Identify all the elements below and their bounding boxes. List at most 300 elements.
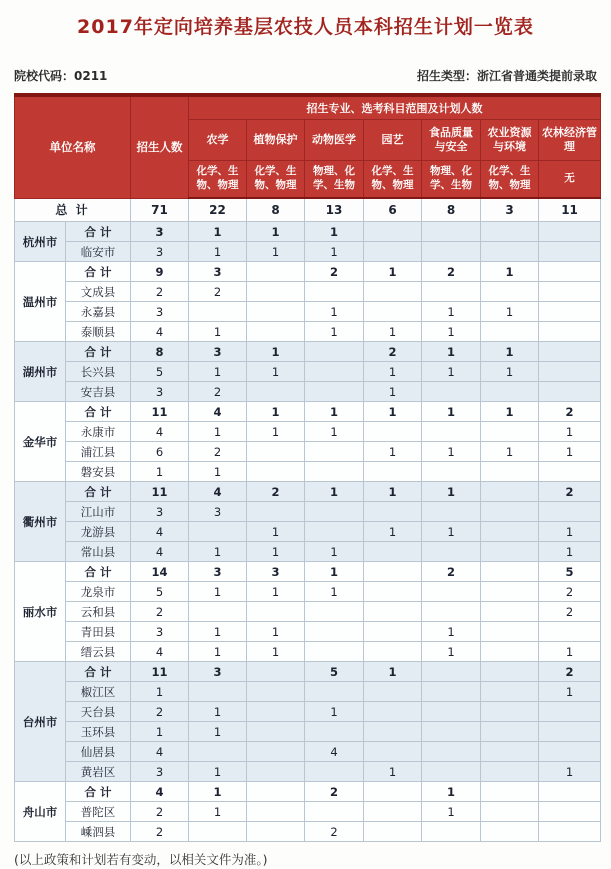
value-cell: 1 — [422, 442, 481, 462]
value-cell: 1 — [539, 422, 601, 442]
table-row — [15, 702, 601, 722]
value-cell: 3 — [481, 198, 539, 222]
value-cell — [364, 782, 422, 802]
city-cell: 温州市 — [15, 262, 66, 342]
table-row — [15, 402, 601, 422]
value-cell: 2 — [422, 562, 481, 582]
value-cell: 1 — [422, 362, 481, 382]
value-cell: 2 — [539, 582, 601, 602]
value-cell — [247, 442, 305, 462]
value-cell — [364, 602, 422, 622]
value-cell: 1 — [247, 582, 305, 602]
table-row — [15, 642, 601, 662]
value-cell: 5 — [305, 662, 364, 682]
value-cell — [247, 602, 305, 622]
value-cell — [481, 462, 539, 482]
value-cell — [364, 302, 422, 322]
table-row — [15, 762, 601, 782]
table-row — [15, 502, 601, 522]
value-cell: 1 — [539, 542, 601, 562]
city-cell: 湖州市 — [15, 342, 66, 402]
value-cell — [539, 342, 601, 362]
table-body — [15, 198, 601, 842]
value-cell — [364, 542, 422, 562]
total-label: 总 计 — [15, 198, 131, 222]
value-cell: 1 — [247, 542, 305, 562]
value-cell: 1 — [247, 622, 305, 642]
unit-cell: 天台县 — [66, 702, 131, 722]
value-cell — [481, 762, 539, 782]
value-cell: 1 — [189, 422, 247, 442]
value-cell — [364, 502, 422, 522]
table-row — [15, 322, 601, 342]
value-cell: 1 — [189, 702, 247, 722]
value-cell: 1 — [189, 782, 247, 802]
value-cell — [481, 282, 539, 302]
value-cell — [481, 622, 539, 642]
value-cell: 1 — [481, 342, 539, 362]
table-row — [15, 822, 601, 842]
value-cell — [247, 822, 305, 842]
value-cell: 5 — [131, 582, 189, 602]
unit-cell: 嵊泗县 — [66, 822, 131, 842]
value-cell — [247, 262, 305, 282]
value-cell — [247, 502, 305, 522]
value-cell — [364, 422, 422, 442]
value-cell: 22 — [189, 198, 247, 222]
value-cell — [364, 222, 422, 242]
value-cell: 1 — [305, 582, 364, 602]
value-cell: 1 — [364, 482, 422, 502]
value-cell — [305, 502, 364, 522]
value-cell: 11 — [539, 198, 601, 222]
value-cell: 1 — [364, 362, 422, 382]
value-cell: 8 — [247, 198, 305, 222]
value-cell: 1 — [364, 442, 422, 462]
header-enroll-count: 招生人数 — [131, 95, 189, 198]
value-cell: 1 — [539, 522, 601, 542]
value-cell: 1 — [364, 762, 422, 782]
value-cell — [481, 602, 539, 622]
value-cell — [422, 822, 481, 842]
value-cell: 2 — [364, 342, 422, 362]
header-subjects: 化学、生物、物理 — [481, 161, 539, 199]
value-cell: 4 — [131, 542, 189, 562]
table-row — [15, 562, 601, 582]
value-cell: 1 — [364, 662, 422, 682]
value-cell — [481, 742, 539, 762]
table-row — [15, 382, 601, 402]
value-cell: 1 — [189, 642, 247, 662]
header-major: 动物医学 — [305, 120, 364, 161]
table-row — [15, 682, 601, 702]
value-cell: 2 — [539, 602, 601, 622]
city-cell: 舟山市 — [15, 782, 66, 842]
value-cell: 1 — [422, 802, 481, 822]
value-cell: 1 — [189, 802, 247, 822]
value-cell — [539, 362, 601, 382]
value-cell: 1 — [305, 222, 364, 242]
value-cell: 3 — [131, 302, 189, 322]
value-cell — [364, 742, 422, 762]
value-cell — [481, 582, 539, 602]
unit-cell: 普陀区 — [66, 802, 131, 822]
value-cell — [247, 322, 305, 342]
value-cell — [364, 822, 422, 842]
city-cell: 台州市 — [15, 662, 66, 782]
value-cell: 1 — [305, 482, 364, 502]
value-cell — [247, 462, 305, 482]
unit-cell: 椒江区 — [66, 682, 131, 702]
value-cell: 4 — [305, 742, 364, 762]
value-cell: 3 — [189, 662, 247, 682]
table-row — [15, 362, 601, 382]
value-cell: 1 — [189, 362, 247, 382]
value-cell: 2 — [247, 482, 305, 502]
value-cell — [422, 602, 481, 622]
value-cell — [305, 722, 364, 742]
enrollment-table — [14, 93, 601, 842]
value-cell: 2 — [189, 282, 247, 302]
footnote: (以上政策和计划若有变动，以相关文件为准。) — [14, 852, 268, 867]
value-cell — [481, 822, 539, 842]
unit-cell: 缙云县 — [66, 642, 131, 662]
enroll-type-label: 招生类型：浙江省普通类提前录取 — [416, 69, 597, 83]
value-cell — [422, 742, 481, 762]
table-row — [15, 522, 601, 542]
table-row — [15, 622, 601, 642]
value-cell: 1 — [539, 642, 601, 662]
value-cell — [364, 282, 422, 302]
city-cell: 杭州市 — [15, 222, 66, 262]
header-span-title: 招生专业、选考科目范围及计划人数 — [189, 95, 601, 120]
value-cell — [422, 242, 481, 262]
header-major: 农业资源与环境 — [481, 120, 539, 161]
value-cell — [422, 222, 481, 242]
value-cell: 1 — [131, 682, 189, 702]
value-cell: 1 — [305, 322, 364, 342]
value-cell — [422, 282, 481, 302]
value-cell — [539, 242, 601, 262]
value-cell: 3 — [131, 502, 189, 522]
value-cell: 1 — [422, 522, 481, 542]
value-cell: 3 — [131, 382, 189, 402]
value-cell — [539, 262, 601, 282]
value-cell — [539, 382, 601, 402]
unit-cell: 临安市 — [66, 242, 131, 262]
value-cell: 9 — [131, 262, 189, 282]
value-cell: 1 — [247, 522, 305, 542]
value-cell: 2 — [539, 482, 601, 502]
value-cell: 1 — [189, 322, 247, 342]
value-cell — [539, 462, 601, 482]
value-cell: 1 — [422, 642, 481, 662]
city-cell: 衢州市 — [15, 482, 66, 562]
value-cell — [539, 622, 601, 642]
value-cell: 1 — [305, 302, 364, 322]
value-cell — [481, 382, 539, 402]
city-cell: 丽水市 — [15, 562, 66, 662]
header-row-top — [15, 95, 601, 120]
header-subjects: 物理、化学、生物 — [422, 161, 481, 199]
value-cell — [539, 702, 601, 722]
value-cell — [305, 462, 364, 482]
header-major: 农学 — [189, 120, 247, 161]
value-cell: 6 — [131, 442, 189, 462]
unit-cell: 常山县 — [66, 542, 131, 562]
table-row — [15, 282, 601, 302]
table-row — [15, 722, 601, 742]
value-cell — [422, 682, 481, 702]
table-row — [15, 262, 601, 282]
table-header — [15, 95, 601, 198]
unit-cell: 长兴县 — [66, 362, 131, 382]
value-cell: 4 — [131, 522, 189, 542]
value-cell: 1 — [539, 682, 601, 702]
value-cell: 11 — [131, 402, 189, 422]
unit-cell: 龙游县 — [66, 522, 131, 542]
value-cell: 1 — [247, 402, 305, 422]
value-cell — [247, 662, 305, 682]
value-cell: 1 — [422, 782, 481, 802]
value-cell: 1 — [305, 562, 364, 582]
value-cell — [305, 602, 364, 622]
value-cell — [364, 722, 422, 742]
value-cell: 1 — [305, 402, 364, 422]
value-cell — [481, 522, 539, 542]
value-cell — [364, 802, 422, 822]
unit-cell: 永嘉县 — [66, 302, 131, 322]
value-cell: 71 — [131, 198, 189, 222]
value-cell: 1 — [539, 762, 601, 782]
value-cell — [539, 322, 601, 342]
value-cell: 2 — [539, 662, 601, 682]
value-cell — [305, 622, 364, 642]
value-cell: 8 — [131, 342, 189, 362]
value-cell: 1 — [364, 262, 422, 282]
value-cell: 2 — [305, 262, 364, 282]
value-cell: 1 — [131, 722, 189, 742]
value-cell — [481, 502, 539, 522]
value-cell: 1 — [189, 622, 247, 642]
value-cell — [364, 682, 422, 702]
value-cell — [247, 802, 305, 822]
value-cell — [305, 762, 364, 782]
value-cell — [481, 782, 539, 802]
value-cell — [481, 722, 539, 742]
value-cell — [364, 702, 422, 722]
school-code-label: 院校代码：0211 — [14, 69, 108, 83]
table-row — [15, 802, 601, 822]
value-cell: 1 — [364, 402, 422, 422]
value-cell: 4 — [189, 402, 247, 422]
value-cell — [305, 342, 364, 362]
value-cell — [481, 802, 539, 822]
meta-row — [14, 67, 597, 84]
header-unit-name: 单位名称 — [15, 95, 131, 198]
value-cell — [364, 562, 422, 582]
unit-cell: 合 计 — [66, 562, 131, 582]
value-cell — [305, 382, 364, 402]
value-cell: 4 — [131, 322, 189, 342]
value-cell — [305, 682, 364, 702]
value-cell — [305, 522, 364, 542]
header-subjects: 化学、生物、物理 — [247, 161, 305, 199]
value-cell: 1 — [422, 342, 481, 362]
value-cell: 1 — [422, 482, 481, 502]
value-cell — [539, 802, 601, 822]
value-cell — [422, 542, 481, 562]
value-cell — [539, 302, 601, 322]
value-cell: 1 — [189, 242, 247, 262]
value-cell — [247, 742, 305, 762]
header-subjects: 化学、生物、物理 — [364, 161, 422, 199]
value-cell: 3 — [189, 502, 247, 522]
table-row — [15, 442, 601, 462]
table-row — [15, 602, 601, 622]
unit-cell: 磐安县 — [66, 462, 131, 482]
value-cell: 1 — [305, 242, 364, 262]
unit-cell: 龙泉市 — [66, 582, 131, 602]
value-cell — [422, 702, 481, 722]
value-cell — [422, 582, 481, 602]
value-cell: 3 — [131, 222, 189, 242]
total-row — [15, 198, 601, 222]
unit-cell: 合 计 — [66, 402, 131, 422]
value-cell — [481, 322, 539, 342]
value-cell: 1 — [364, 322, 422, 342]
value-cell: 1 — [364, 382, 422, 402]
value-cell — [422, 722, 481, 742]
value-cell — [305, 362, 364, 382]
value-cell: 1 — [189, 542, 247, 562]
table-row — [15, 302, 601, 322]
value-cell: 5 — [539, 562, 601, 582]
value-cell: 1 — [481, 362, 539, 382]
value-cell: 1 — [481, 442, 539, 462]
value-cell — [422, 462, 481, 482]
unit-cell: 合 计 — [66, 662, 131, 682]
value-cell: 2 — [131, 702, 189, 722]
value-cell: 14 — [131, 562, 189, 582]
unit-cell: 黄岩区 — [66, 762, 131, 782]
city-cell: 金华市 — [15, 402, 66, 482]
value-cell — [189, 822, 247, 842]
value-cell: 1 — [422, 322, 481, 342]
value-cell: 1 — [247, 222, 305, 242]
value-cell: 6 — [364, 198, 422, 222]
value-cell — [481, 422, 539, 442]
value-cell: 1 — [422, 402, 481, 422]
page-title: 2017年定向培养基层农技人员本科招生计划一览表 — [77, 16, 534, 38]
value-cell — [247, 782, 305, 802]
value-cell: 1 — [189, 582, 247, 602]
value-cell: 1 — [247, 242, 305, 262]
value-cell: 2 — [131, 822, 189, 842]
value-cell: 3 — [189, 562, 247, 582]
value-cell — [481, 682, 539, 702]
value-cell: 3 — [131, 242, 189, 262]
value-cell — [539, 282, 601, 302]
header-subjects: 无 — [539, 161, 601, 199]
table-row — [15, 582, 601, 602]
value-cell — [189, 302, 247, 322]
table-row — [15, 242, 601, 262]
value-cell: 1 — [189, 762, 247, 782]
value-cell — [481, 222, 539, 242]
table-row — [15, 462, 601, 482]
value-cell — [247, 762, 305, 782]
value-cell: 1 — [481, 302, 539, 322]
value-cell: 1 — [422, 302, 481, 322]
value-cell — [247, 302, 305, 322]
value-cell: 2 — [189, 442, 247, 462]
value-cell — [364, 462, 422, 482]
value-cell — [481, 542, 539, 562]
value-cell — [364, 242, 422, 262]
value-cell: 1 — [422, 622, 481, 642]
unit-cell: 合 计 — [66, 222, 131, 242]
value-cell — [481, 642, 539, 662]
value-cell: 1 — [305, 542, 364, 562]
value-cell — [481, 662, 539, 682]
value-cell — [364, 582, 422, 602]
value-cell: 5 — [131, 362, 189, 382]
value-cell: 1 — [189, 462, 247, 482]
table-row — [15, 422, 601, 442]
header-subjects: 物理、化学、生物 — [305, 161, 364, 199]
value-cell — [422, 382, 481, 402]
value-cell: 1 — [189, 222, 247, 242]
value-cell: 1 — [247, 642, 305, 662]
table-row — [15, 782, 601, 802]
value-cell: 1 — [539, 442, 601, 462]
value-cell — [189, 742, 247, 762]
value-cell — [539, 742, 601, 762]
value-cell: 1 — [247, 362, 305, 382]
value-cell: 4 — [131, 642, 189, 662]
value-cell: 1 — [481, 262, 539, 282]
value-cell: 2 — [305, 822, 364, 842]
value-cell: 4 — [131, 742, 189, 762]
unit-cell: 合 计 — [66, 262, 131, 282]
value-cell — [364, 642, 422, 662]
value-cell — [539, 502, 601, 522]
value-cell — [247, 682, 305, 702]
unit-cell: 青田县 — [66, 622, 131, 642]
unit-cell: 永康市 — [66, 422, 131, 442]
value-cell: 4 — [189, 482, 247, 502]
value-cell — [422, 422, 481, 442]
unit-cell: 合 计 — [66, 782, 131, 802]
table-row — [15, 662, 601, 682]
value-cell: 4 — [131, 422, 189, 442]
value-cell — [539, 722, 601, 742]
value-cell — [422, 502, 481, 522]
unit-cell: 江山市 — [66, 502, 131, 522]
value-cell: 1 — [305, 422, 364, 442]
value-cell — [305, 642, 364, 662]
value-cell: 3 — [189, 262, 247, 282]
value-cell: 1 — [189, 722, 247, 742]
value-cell — [481, 242, 539, 262]
unit-cell: 浦江县 — [66, 442, 131, 462]
value-cell: 3 — [131, 762, 189, 782]
unit-cell: 文成县 — [66, 282, 131, 302]
value-cell: 1 — [247, 342, 305, 362]
table-row — [15, 222, 601, 242]
value-cell — [305, 442, 364, 462]
